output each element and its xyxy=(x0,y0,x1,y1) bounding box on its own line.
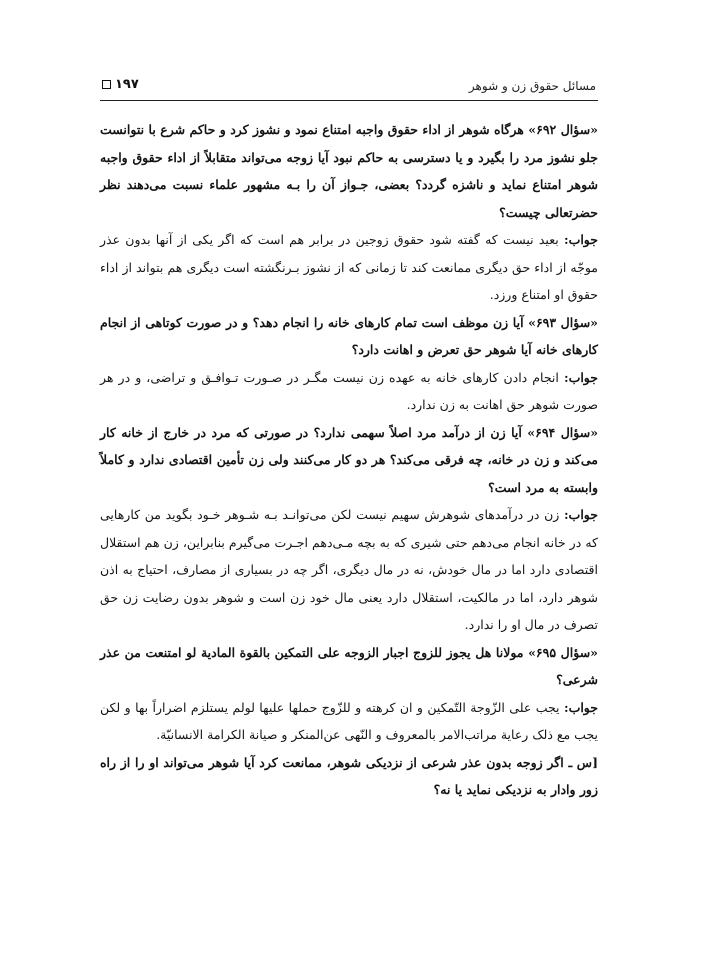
answer-text: انجام دادن کارهای خانه به عهده زن نیست مگـر در صـورت تـوافـق و تراضی، و در هر صورت شوهر حق اهانت به زن ندارد. xyxy=(100,369,598,412)
page-number-group xyxy=(102,77,139,92)
answer-label: جواب: xyxy=(563,507,598,522)
answer-text: زن در درآمدهای شوهرش سهیم نیست لکن می‌توانـد بـه شـوهر خـود بگوید من کارهایی که در خانه انجام می‌دهم حتی شیری که به بچه مـی‌دهم اجـرت می‌گیرم بنابراین، زن هم استقلال اقتصادی دارد اما در مال خودش، نه در مال دیگری، اگر چه در بسیاری از مصارف، احتیاج به اذن شوهر دارد، اما در مالکیت، استقلال دارد یعنی مال خود زن است و شوهر بدون رضایت زن حق تصرف در مال او را ندارد. xyxy=(100,507,598,632)
running-title: مسائل حقوق زن و شوهر xyxy=(468,79,596,93)
question-text: هرگاه شوهر از اداء حقوق واجبه امتناع نمود و نشوز کرد و حاکم شرع با نتوانست جلو نشوز مرد را بگیرد و یا دسترسی به حاکم نبود آیا زوجه می‌تواند متقابلاً از اداء حقوق واجبه شوهر امتناع نماید و ناشزه گردد؟ بعضی، جـواز آن را بـه مشهور علماء نسبت می‌دهند نظر حضرتعالی چیست؟ xyxy=(100,122,598,220)
question-label: «سؤال ۶۹۲» xyxy=(528,122,598,137)
answer-694 xyxy=(100,501,598,639)
question-text: [س ـ اگر زوجه بدون عذر شرعی از نزدیکی شوهر، ممانعت کرد آیا شوهر می‌تواند او را از راه زور وادار به نزدیکی نماید یا نه؟ xyxy=(100,754,598,797)
answer-label: جواب: xyxy=(563,369,598,385)
question-695 xyxy=(100,639,598,694)
question-694 xyxy=(100,419,598,502)
answer-text: یجب علی الزّوجة التّمکین و ان کرهته و للزّوج حملها علیها لولم یستلزم اضراراً بها و لکن یجب مع ذلک رعایة مراتب‌الامر بالمعروف و النّهی عن‌المنکر و صیانة الکرامة الانسانیّة. xyxy=(100,699,598,742)
page-header xyxy=(100,76,598,101)
question-followup xyxy=(100,749,598,804)
answer-693 xyxy=(100,364,598,419)
answer-label: جواب: xyxy=(563,232,598,247)
question-text: آیا زن از درآمد مرد اصلاً سهمی ندارد؟ در صورتی که مرد در خارج از خانه کار می‌کند و زن در خانه، چه فرقی می‌کند؟ هر دو کار می‌کنند ولی زن تأمین اقتصادی ندارد و کاملاً وابسته به مرد است؟ xyxy=(100,424,598,495)
question-label: «سؤال ۶۹۵» xyxy=(528,644,598,660)
page-number: ۱۹۷ xyxy=(115,77,139,92)
question-692 xyxy=(100,116,598,226)
answer-label: جواب: xyxy=(563,699,598,715)
page-body xyxy=(100,116,598,919)
answer-text: بعید نیست که گفته شود حقوق زوجین در برابر هم است که اگر یکی از آنها بدون عذر موجّه از اداء حق دیگری ممانعت کند تا زمانی که از نشوز بـرنگشته است دیگری هم بتواند از اداء حقوق او امتناع ورزد. xyxy=(100,232,598,302)
question-label: «سؤال ۶۹۴» xyxy=(527,424,599,440)
answer-695 xyxy=(100,694,598,749)
answer-692 xyxy=(100,226,598,309)
question-693 xyxy=(100,309,598,364)
square-bullet-icon xyxy=(102,80,111,89)
question-text: مولانا هل یجوز للزوج اجبار الزوجه علی التمکین بالقوة المادیة لو امتنعت من عذر شرعی؟ xyxy=(100,644,598,687)
question-text: آیا زن موظف است تمام کارهای خانه را انجام دهد؟ و در صورت کوتاهی از انجام کارهای خانه آیا شوهر حق تعرض و اهانت دارد؟ xyxy=(100,314,598,357)
question-label: «سؤال ۶۹۳» xyxy=(528,314,598,330)
